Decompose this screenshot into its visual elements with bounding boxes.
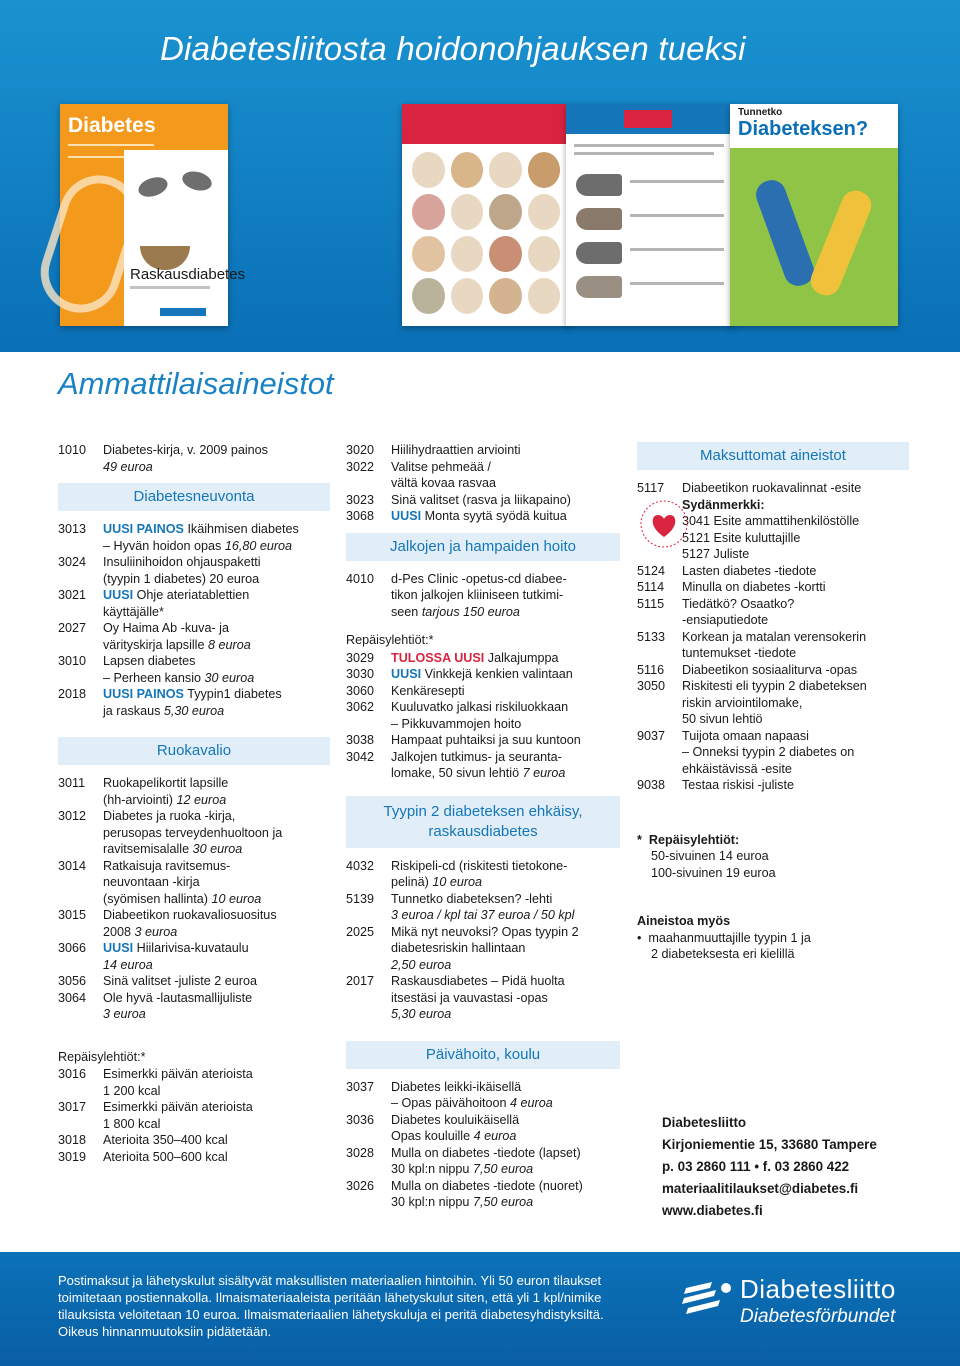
item-code: 5116	[637, 662, 665, 677]
list-item	[346, 508, 620, 525]
contact-org: Diabetesliitto	[662, 1115, 747, 1130]
item-text: Riskipeli-cd (riskitesti tietokone- pelinä) 10 euroa	[391, 858, 568, 889]
list-item	[637, 563, 909, 580]
item-code: 4032	[346, 858, 375, 873]
item-text: Jalkojen tutkimus- ja seuranta- lomake, 50 sivun lehtiö 7 euroa	[391, 749, 566, 780]
person-illustration	[806, 186, 875, 299]
item-text: Diabeetikon sosiaaliturva -opas	[682, 662, 858, 677]
list-item	[346, 924, 620, 974]
bird-illustration	[180, 168, 214, 193]
person-illustration	[752, 176, 818, 290]
item-text: Diabetes-kirja, v. 2009 painos 49 euroa	[103, 443, 268, 474]
food-icon	[528, 152, 561, 188]
item-code: 1010	[58, 443, 87, 457]
text-line	[630, 282, 724, 285]
item-code: 3012	[58, 809, 87, 823]
food-icon	[412, 152, 445, 188]
item-text: Esimerkki päivän aterioista 1 200 kcal	[103, 1067, 253, 1098]
item-text: Testaa riskisi -juliste	[682, 778, 794, 792]
list-item	[637, 629, 909, 662]
item-code: 3018	[58, 1133, 87, 1147]
bird-illustration	[136, 174, 170, 200]
food-icon	[528, 236, 561, 272]
item-text: Minulla on diabetes -kortti	[682, 580, 826, 594]
food-icon	[528, 194, 561, 230]
list-item	[637, 777, 909, 794]
food-grid	[412, 152, 560, 314]
text-line	[574, 152, 714, 155]
food-icon	[489, 236, 522, 272]
food-icon	[489, 278, 522, 314]
food-icon	[412, 278, 445, 314]
item-code: 5114	[637, 580, 665, 594]
list-item	[346, 699, 620, 732]
list-item	[346, 1145, 620, 1178]
food-icon	[528, 278, 561, 314]
item-text: Sinä valitset (rasva ja liikapaino)	[391, 492, 571, 507]
item-code: 3023	[346, 492, 375, 507]
text-line	[630, 180, 724, 183]
text-line	[630, 248, 724, 251]
item-text: 3041 Esite ammattihenkilöstölle	[682, 514, 860, 528]
item-code: 3021	[58, 588, 87, 602]
list-item	[58, 521, 330, 554]
food-icon	[412, 194, 445, 230]
coming-soon-badge: TULOSSA UUSI	[391, 650, 485, 665]
repaisylehtiot-heading: Repäisylehtiöt:*	[58, 1049, 146, 1064]
text-line	[630, 214, 724, 217]
list-item	[346, 666, 620, 683]
thumbnail-book-panel	[124, 150, 228, 326]
thumbnail-tunnetko-leaflet[interactable]	[730, 104, 898, 326]
item-text: Sinä valitset -juliste 2 euroa	[103, 974, 258, 988]
note-line: 50-sivuinen 14 euroa	[651, 849, 769, 863]
leaflet-header	[730, 104, 898, 144]
leaflet-highlight	[624, 110, 672, 128]
section-title: Ammattilaisaineistot	[58, 366, 334, 401]
list-item	[637, 480, 909, 497]
item-code: 2027	[58, 621, 87, 635]
item-code: 3010	[58, 654, 87, 668]
list-item	[58, 907, 330, 940]
sydanmerkki-group	[637, 497, 909, 563]
shoe-icon	[576, 174, 622, 196]
item-text: TULOSSA UUSI Jalkajumppa	[391, 650, 559, 665]
item-text: Tuijota omaan napaasi – Onneksi tyypin 2 diabetes on ehkäistävissä -esite	[682, 728, 855, 776]
item-code: 3036	[346, 1112, 375, 1127]
item-text: Ole hyvä -lautasmallijuliste 3 euroa	[103, 990, 253, 1021]
list-item	[346, 459, 620, 492]
also-heading: Aineistoa myös	[637, 914, 731, 928]
shoe-icon	[576, 208, 622, 230]
shoe-icon	[576, 276, 622, 298]
list-item	[58, 686, 330, 719]
list-item	[58, 587, 330, 620]
column-3	[637, 442, 909, 963]
category-band-tyyppi2: Tyypin 2 diabeteksen ehkäisy, raskausdiabetes	[346, 796, 620, 848]
list-item	[58, 973, 330, 990]
item-text: Insuliinihoidon ohjauspaketti (tyypin 1 diabetes) 20 euroa	[103, 555, 261, 586]
item-text: 5121 Esite kuluttajille	[682, 530, 801, 545]
list-item	[346, 973, 620, 1023]
list-item	[637, 728, 909, 778]
list-item	[58, 653, 330, 686]
item-text: d-Pes Clinic -opetus-cd diabee- tikon jalkojen kliiniseen tutkimi- seen tarjous 150 euroa	[391, 571, 567, 619]
item-text: Oy Haima Ab -kuva- ja värityskirja lapsille 8 euroa	[103, 621, 251, 652]
item-text: UUSI Monta syytä syödä kuitua	[391, 509, 567, 523]
item-text: Aterioita 350–400 kcal	[103, 1133, 228, 1147]
shoe-icon	[576, 242, 622, 264]
list-item	[346, 858, 620, 891]
note-line: 100-sivuinen 19 euroa	[651, 865, 776, 880]
repaisylehtiot-heading: Repäisylehtiöt:*	[346, 633, 434, 647]
item-code: 3022	[346, 459, 375, 474]
leaflet-title	[738, 107, 869, 141]
list-item	[346, 571, 620, 621]
leaflet-heading: Diabeteksen?	[738, 118, 869, 140]
list-item	[637, 678, 909, 728]
diabetesliitto-logo-small	[160, 308, 206, 316]
item-code: 9037	[637, 728, 666, 743]
list-item	[637, 579, 909, 596]
item-text: UUSI Hiilarivisa-kuvataulu 14 euroa	[103, 941, 249, 972]
item-code: 4010	[346, 571, 375, 586]
item-code: 3029	[346, 650, 375, 665]
contact-block	[662, 1112, 877, 1222]
food-icon	[489, 152, 522, 188]
list-item	[346, 683, 620, 700]
list-item	[637, 596, 909, 629]
note-heading: * Repäisylehtiöt:	[637, 832, 740, 847]
list-item	[58, 1099, 330, 1132]
logo-subname: Diabetesförbundet	[740, 1306, 896, 1327]
item-text: Mulla on diabetes -tiedote (lapset) 30 kpl:n nippu 7,50 euroa	[391, 1145, 581, 1176]
item-text: Diabeetikon ruokavalinnat -esite	[682, 481, 862, 495]
item-text: UUSI Ohje ateriatablettien käyttäjälle*	[103, 588, 250, 619]
item-code: 3024	[58, 555, 87, 569]
item-text: Raskausdiabetes – Pidä huolta itsestäsi ja vauvastasi -opas 5,30 euroa	[391, 974, 565, 1021]
page-title: Diabetesliitosta hoidonohjauksen tueksi	[160, 30, 746, 67]
item-text: UUSI PAINOS Ikäihmisen diabetes – Hyvän hoidon opas 16,80 euroa	[103, 522, 299, 553]
item-code: 3019	[58, 1149, 87, 1164]
item-text: 5127 Juliste	[682, 547, 750, 561]
food-icon	[489, 194, 522, 230]
text-line	[574, 144, 724, 147]
item-text: Riskitesti eli tyypin 2 diabeteksen riskin arviointilomake, 50 sivun lehtiö	[682, 679, 867, 726]
list-item	[346, 891, 620, 924]
item-code: 9038	[637, 778, 666, 792]
item-text: Diabetes leikki-ikäisellä – Opas päivähoitoon 4 euroa	[391, 1079, 553, 1110]
thumbnail-food-poster[interactable]	[402, 104, 570, 326]
also-line: 2 diabeteksesta eri kielillä	[651, 947, 795, 961]
list-item	[346, 650, 620, 667]
item-code: 3014	[58, 858, 87, 873]
item-text: Ratkaisuja ravitsemus- neuvontaan -kirja (syömisen hallinta) 10 euroa	[103, 858, 262, 906]
thumbnail-book-label: Raskausdiabetes	[130, 266, 246, 283]
item-code: 3013	[58, 522, 87, 536]
list-item	[346, 1079, 620, 1112]
thumbnail-book-label-line	[130, 286, 210, 289]
item-text: Korkean ja matalan verensokerin tuntemukset -tiedote	[682, 629, 867, 660]
list-item	[346, 749, 620, 782]
list-item	[58, 1149, 330, 1166]
item-code: 2018	[58, 687, 87, 701]
list-item	[346, 442, 620, 459]
item-text: Mulla on diabetes -tiedote (nuoret) 30 kpl:n nippu 7,50 euroa	[391, 1178, 583, 1209]
column-1	[58, 442, 330, 1165]
item-code: 3068	[346, 509, 375, 523]
item-code: 3050	[637, 679, 666, 693]
contact-web[interactable]: www.diabetes.fi	[662, 1203, 763, 1218]
item-text: Kuuluvatko jalkasi riskiluokkaan – Pikkuvammojen hoito	[391, 700, 569, 731]
food-icon	[451, 278, 484, 314]
thumbnail-diabetes-book[interactable]	[60, 104, 246, 326]
list-item	[58, 808, 330, 858]
list-item	[346, 492, 620, 509]
item-text: Diabeetikon ruokavaliosuositus 2008 3 euroa	[103, 908, 277, 939]
contact-phone: p. 03 2860 111 • f. 03 2860 422	[662, 1159, 850, 1174]
column-2	[346, 442, 620, 1211]
item-code: 3017	[58, 1100, 87, 1114]
list-item	[58, 554, 330, 587]
category-band-paivahoito: Päivähoito, koulu	[346, 1041, 620, 1069]
item-code: 3028	[346, 1145, 375, 1160]
logo-name: Diabetesliitto	[740, 1274, 896, 1304]
contact-email[interactable]: materiaalitilaukset@diabetes.fi	[662, 1181, 859, 1196]
list-item	[58, 990, 330, 1023]
food-icon	[412, 236, 445, 272]
footer-text: Postimaksut ja lähetyskulut sisältyvät maksullisten materiaalien hintoihin. Yli 50 euron tilaukset toimitetaan postiennakolla. Ilmaismateriaaleista peritään lähetyskulut siten, että yli 1 kpl/nimike tilauksista veloitetaan 10 euroa. Ilmaismateriaalien lähetyskuluja ei peritä diabetesyhdistyksiltä. Oikeus hinnanmuutoksiin pidätetään.	[58, 1273, 604, 1339]
item-text: Lapsen diabetes – Perheen kansio 30 euroa	[103, 654, 255, 685]
list-item	[58, 1132, 330, 1149]
heart-seal-icon	[639, 499, 689, 549]
item-text: Aterioita 500–600 kcal	[103, 1149, 228, 1164]
item-code: 3016	[58, 1067, 87, 1081]
item-code: 3030	[346, 667, 375, 681]
item-text: Kenkäresepti	[391, 683, 465, 698]
item-code: 5124	[637, 563, 666, 578]
sydanmerkki-heading: Sydänmerkki:	[682, 497, 765, 512]
item-text: Valitse pehmeää / vältä kovaa rasvaa	[391, 459, 497, 490]
item-code: 3060	[346, 683, 375, 698]
diabetesliitto-logo-icon	[682, 1278, 734, 1320]
item-code: 3038	[346, 733, 375, 747]
item-code: 5133	[637, 629, 666, 644]
thumbnail-shoes-leaflet[interactable]	[566, 104, 734, 326]
category-band-diabetesneuvonta: Diabetesneuvonta	[58, 483, 330, 511]
item-code: 3011	[58, 776, 86, 790]
item-text: Mikä nyt neuvoksi? Opas tyypin 2 diabetesriskin hallintaan 2,50 euroa	[391, 924, 579, 972]
leaflet-photo	[730, 148, 898, 326]
list-item	[346, 732, 620, 749]
list-item	[58, 620, 330, 653]
item-code: 5117	[637, 481, 665, 495]
list-item	[58, 940, 330, 973]
item-code: 3066	[58, 941, 87, 955]
item-code: 2017	[346, 974, 375, 988]
item-text: UUSI PAINOS Tyypin1 diabetes ja raskaus 5,30 euroa	[103, 687, 282, 718]
list-item	[58, 775, 330, 808]
item-code: 3064	[58, 990, 87, 1005]
item-code: 5139	[346, 891, 375, 906]
list-item	[346, 1112, 620, 1145]
item-code: 3056	[58, 974, 87, 988]
category-band-maksuttomat: Maksuttomat aineistot	[637, 442, 909, 470]
item-text: Tunnetko diabeteksen? -lehti 3 euroa / kpl tai 37 euroa / 50 kpl	[391, 891, 575, 922]
item-code: 3026	[346, 1178, 375, 1193]
list-item	[58, 858, 330, 908]
item-text: Lasten diabetes -tiedote	[682, 563, 817, 578]
item-code: 3037	[346, 1079, 375, 1094]
item-text: Ruokapelikortit lapsille (hh-arviointi) 12 euroa	[103, 776, 229, 807]
item-code: 3062	[346, 700, 375, 714]
item-text: Hampaat puhtaiksi ja suu kuntoon	[391, 733, 581, 747]
item-code: 3042	[346, 749, 375, 764]
item-text: Esimerkki päivän aterioista 1 800 kcal	[103, 1100, 253, 1131]
thumbnail-book-title: Diabetes	[68, 114, 156, 137]
poster-header	[402, 104, 570, 144]
leaflet-question: Tunnetko	[738, 107, 783, 118]
item-text: Diabetes kouluikäisellä Opas kouluille 4 euroa	[391, 1112, 520, 1143]
item-code: 2025	[346, 924, 375, 939]
item-code: 3015	[58, 908, 87, 922]
food-icon	[451, 236, 484, 272]
food-icon	[451, 194, 484, 230]
list-item	[58, 442, 330, 475]
list-item	[637, 662, 909, 679]
contact-address: Kirjoniementie 15, 33680 Tampere	[662, 1137, 877, 1152]
list-item	[346, 1178, 620, 1211]
category-band-ruokavalio: Ruokavalio	[58, 737, 330, 765]
item-text: Hiilihydraattien arviointi	[391, 443, 521, 457]
item-text: Diabetes ja ruoka -kirja, perusopas terveydenhuoltoon ja ravitsemisalalle 30 euroa	[103, 809, 283, 856]
item-code: 3020	[346, 443, 375, 457]
also-line: • maahanmuuttajille tyypin 1 ja	[637, 930, 811, 945]
category-band-jalat: Jalkojen ja hampaiden hoito	[346, 533, 620, 561]
item-text: UUSI Vinkkejä kenkien valintaan	[391, 667, 573, 681]
item-code: 5115	[637, 596, 665, 611]
item-text: Tiedätkö? Osaatko? -ensiaputiedote	[682, 596, 795, 627]
list-item	[58, 1066, 330, 1099]
food-icon	[451, 152, 484, 188]
